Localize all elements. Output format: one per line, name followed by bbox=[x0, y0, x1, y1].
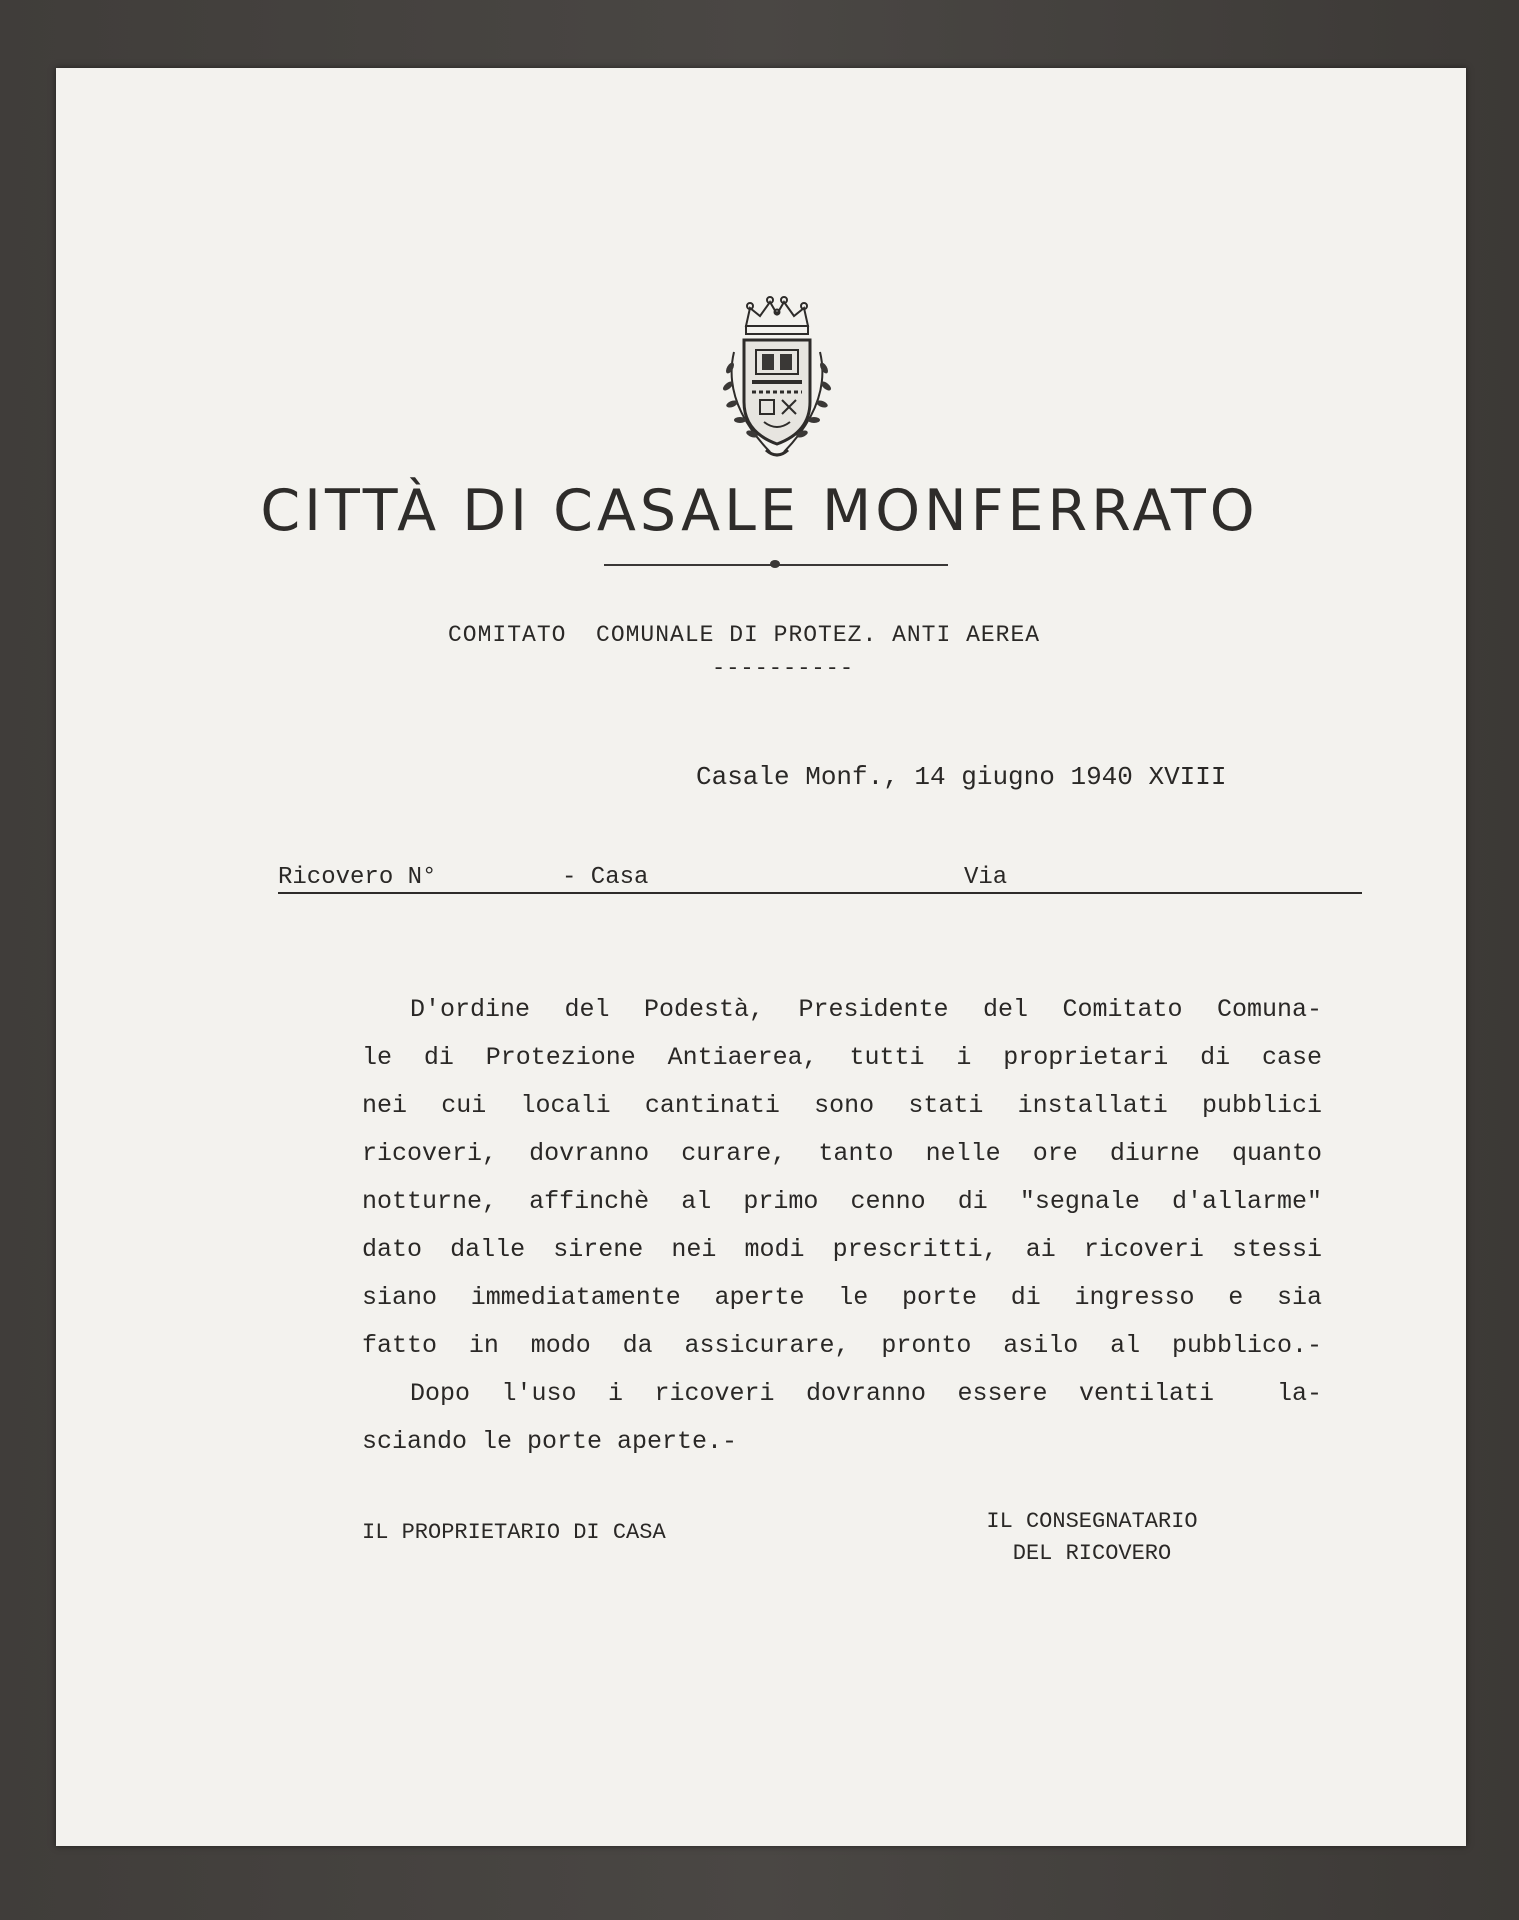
title-divider-ornament bbox=[770, 560, 780, 568]
city-title: CITTÀ DI CASALE MONFERRATO bbox=[260, 478, 1259, 544]
body-line: notturne, affinchè al primo cenno di "segnale d'allarme" bbox=[362, 1187, 1322, 1216]
body-line: Dopo l'uso i ricoveri dovranno essere ventilati la- bbox=[410, 1379, 1322, 1408]
body-line: D'ordine del Podestà, Presidente del Comitato Comuna- bbox=[410, 995, 1322, 1024]
body-line: nei cui locali cantinati sono stati installati pubblici bbox=[362, 1091, 1322, 1120]
shelter-form-line bbox=[278, 862, 1362, 894]
custodian-signature-label bbox=[958, 1506, 1226, 1570]
body-line: ricoveri, dovranno curare, tanto nelle ore diurne quanto bbox=[362, 1139, 1322, 1168]
committee-name: COMITATO COMUNALE DI PROTEZ. ANTI AEREA bbox=[448, 622, 1041, 648]
place-date: Casale Monf., 14 giugno 1940 XVIII bbox=[696, 762, 1227, 792]
custodian-subtitle: DEL RICOVERO bbox=[1012, 1541, 1172, 1566]
body-line: siano immediatamente aperte le porte di ingresso e sia bbox=[362, 1283, 1322, 1312]
body-line: dato dalle sirene nei modi prescritti, ai ricoveri stessi bbox=[362, 1235, 1322, 1264]
coat-of-arms-crest-icon bbox=[704, 292, 850, 464]
casa-label: - Casa bbox=[562, 864, 649, 891]
notice-body bbox=[362, 986, 1322, 1466]
owner-signature-label: IL PROPRIETARIO DI CASA bbox=[362, 1520, 666, 1545]
committee-underline: ---------- bbox=[712, 656, 855, 681]
body-line: fatto in modo da assicurare, pronto asilo al pubblico.- bbox=[362, 1331, 1322, 1360]
body-line: le di Protezione Antiaerea, tutti i proprietari di case bbox=[362, 1043, 1322, 1072]
via-label: Via bbox=[964, 864, 1008, 891]
ricovero-number-label: Ricovero N° bbox=[278, 864, 437, 891]
body-line: sciando le porte aperte.- bbox=[362, 1427, 738, 1456]
custodian-title: IL CONSEGNATARIO bbox=[986, 1509, 1198, 1534]
